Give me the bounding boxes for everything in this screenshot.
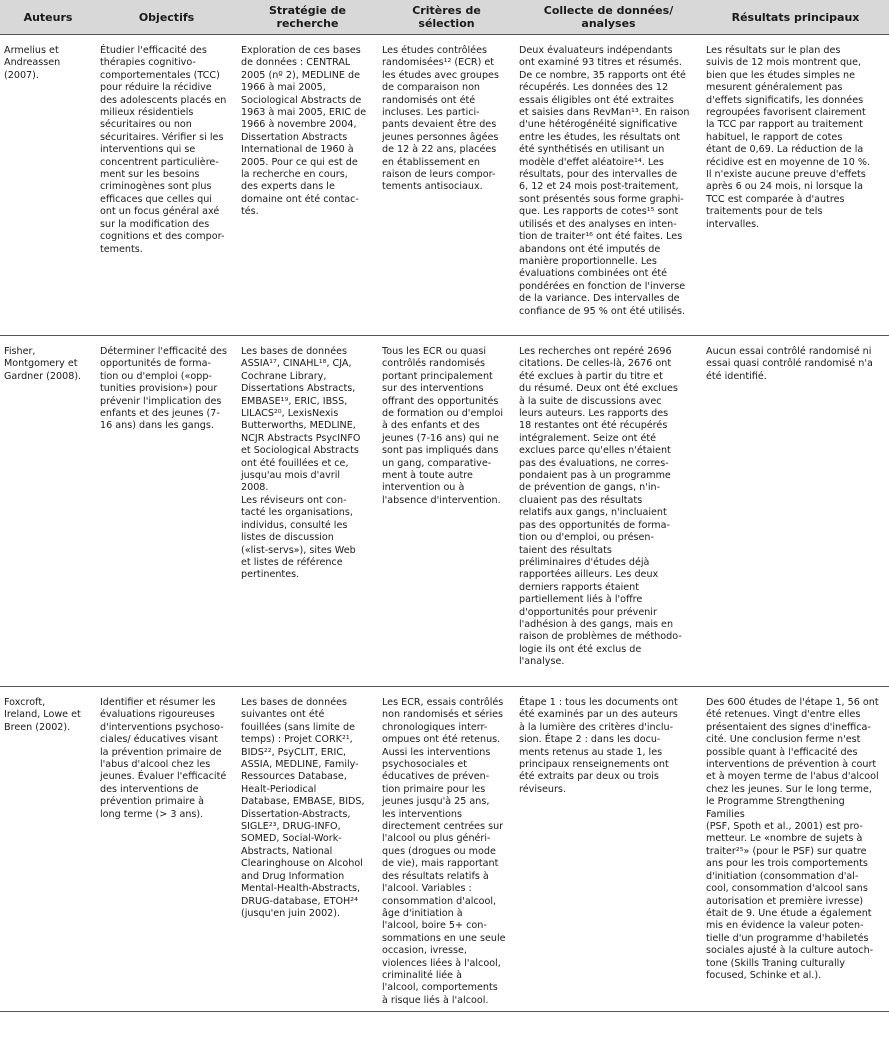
table-row bbox=[0, 336, 889, 687]
cell-text: Armelius et Andreassen (2007). bbox=[4, 45, 61, 81]
cell-text: Les bases de données ASSIA¹⁷, CINAHL¹⁸, CJA, Cochrane Library, Dissertations Abstracts, EMBASE¹⁹, ERIC, IBSS, LILACS²⁰, LexisNexis Butterworths, MEDLINE, NCJR Abstracts PsycINFO et Sociological Abstracts ont été fouillées et ce, jusqu'au mois d'avril 2008. Les réviseurs ont con- tacté les organisations, individus, consulté les listes de discussion («list-servs»), sites Web et listes de référence pertinentes. bbox=[241, 346, 361, 581]
cell-main-results bbox=[702, 35, 889, 336]
cell-text: Tous les ECR ou quasi contrôlés randomisés portant principalement sur des interventions offrant des opportunités de formation ou d'emploi à des enfants et des jeunes (7-16 ans) qui ne sont pas impliqués dans un gang, comparative- ment à toute autre intervention ou à l'absence d'intervention. bbox=[382, 346, 503, 506]
cell-data-analysis bbox=[515, 35, 702, 336]
cell-search-strategy bbox=[237, 687, 378, 1012]
cell-authors bbox=[0, 35, 96, 336]
cell-text: Aucun essai contrôlé randomisé ni essai quasi contrôlé randomisé n'a été identifié. bbox=[706, 346, 873, 382]
cell-text: Des 600 études de l'étape 1, 56 ont été retenues. Vingt d'entre elles présentaient des signes d'ineffica- cité. Une conclusion ferme n'est possible quant à l'efficacité des interventions de prévention à court et à moyen terme de l'abus d'alcool chez les jeunes. Sur le long terme, le Programme Strengthening Families (PSF, Spoth et al., 2001) est pro- metteur. Le «nombre de sujets à traiter²⁵» (pour le PSF) sur quatre ans pour les trois comportements d'initiation (consommation d'al- cool, consommation d'alcool sans autorisation et première ivresse) était de 9. Une étude a également mis en évidence la valeur poten- tielle d'un programme d'habiletés sociales ajusté à la culture autoch- tone (Skills Traning culturally focused, Schinke et al.). bbox=[706, 697, 879, 981]
header-data-analysis: Collecte de données/ analyses bbox=[515, 0, 702, 35]
cell-selection-criteria bbox=[378, 35, 515, 336]
header-row bbox=[0, 0, 889, 35]
header-selection-criteria: Critères de sélection bbox=[378, 0, 515, 35]
cell-text: Les études contrôlées randomisées¹² (ECR) et les études avec groupes de comparaison non randomisés ont été incluses. Les partici- pants devaient être des jeunes personnes âgées de 12 à 22 ans, placées en établissement en raison de leurs compor- tements antisociaux. bbox=[382, 45, 499, 193]
cell-selection-criteria bbox=[378, 687, 515, 1012]
cell-text: Deux évaluateurs indépendants ont examiné 93 titres et résumés. De ce nombre, 35 rapports ont été récupérés. Les données des 12 essais éligibles ont été extraites et saisies dans RevMan¹³. En raison d'une hétérogénéité significative entre les études, les résultats ont été synthétisés en utilisant un modèle d'effet aléatoire¹⁴. Les résultats, pour des intervalles de 6, 12 et 24 mois post-traitement, sont présentés sous forme graphi- que. Les rapports de cotes¹⁵ sont utilisés et des analyses en inten- tion de traiter¹⁶ ont été faites. Les abandons ont été imputés de manière proportionnelle. Les évaluations combinées ont été pondérées en fonction de l'inverse de la variance. Des intervalles de confiance de 95 % ont été utilisés. bbox=[519, 45, 690, 317]
cell-objectives bbox=[96, 336, 237, 687]
header-main-results: Résultats principaux bbox=[702, 0, 889, 35]
cell-text: Foxcroft, Ireland, Lowe et Breen (2002). bbox=[4, 697, 81, 733]
cell-authors bbox=[0, 687, 96, 1012]
cell-text: Les ECR, essais contrôlés non randomisés et séries chronologiques interr- ompues ont été retenus. Aussi les interventions psychosociales et éducatives de préven- tion primaire pour les jeunes jusqu'à 25 ans, les interventions directement centrées sur l'alcool ou plus généri- ques (drogues ou mode de vie), mais rapportant des résultats relatifs à l'alcool. Variables : consommation d'alcool, âge d'initiation à l'alcool, boire 5+ con- sommations en une seule occasion, ivresse, violences liées à l'alcool, criminalité liée à l'alcool, comportements à risque liés à l'alcool. bbox=[382, 697, 506, 1006]
cell-data-analysis bbox=[515, 336, 702, 687]
cell-data-analysis bbox=[515, 687, 702, 1012]
cell-text: Les bases de données suivantes ont été fouillées (sans limite de temps) : Projet CORK²¹, BIDS²², PsyCLIT, ERIC, ASSIA, MEDLINE, Family- Ressources Database, Healt-Periodical Database, EMBASE, BIDS, Dissertation-Abstracts, SIGLE²³, DRUG-INFO, SOMED, Social-Work- Abstracts, National Clearinghouse on Alcohol and Drug Information Mental-Health-Abstracts, DRUG-database, ETOH²⁴ (jusqu'en juin 2002). bbox=[241, 697, 365, 919]
cell-text: Étape 1 : tous les documents ont été examinés par un des auteurs à la lumière des critères d'inclu- sion. Étape 2 : dans les docu- ments retenus au stade 1, les principaux renseignements ont été extraits par deux ou trois réviseurs. bbox=[519, 697, 678, 795]
cell-text: Les recherches ont repéré 2696 citations. De celles-là, 2676 ont été exclues à partir du titre et du résumé. Deux ont été exclues à la suite de discussions avec leurs auteurs. Les rapports des 18 restantes ont été récupérés intégralement. Seize ont été exclues parce qu'elles n'étaient pas des évaluations, ne corres- pondaient pas à un programme de prévention de gangs, n'in- cluaient pas des résultats relatifs aux gangs, n'incluaient pas des opportunités de forma- tion ou d'emploi, ou présen- taient des résultats préliminaires d'études déjà rapportées ailleurs. Les deux derniers rapports étaient partiellement liés à l'offre d'opportunités pour prévenir l'adhésion à des gangs, mais en raison de problèmes de méthodo- logie ils ont été exclus de l'analyse. bbox=[519, 346, 682, 668]
cell-text: Les résultats sur le plan des suivis de 12 mois montrent que, bien que les études simples ne mesurent généralement pas d'effets significatifs, les données regroupées favorisent clairement la TCC par rapport au traitement habituel, le rapport de cotes étant de 0,69. La réduction de la récidive est en moyenne de 10 %. Il n'existe aucune preuve d'effets après 6 ou 24 mois, ni lorsque la TCC est comparée à d'autres traitements pour de tels intervalles. bbox=[706, 45, 871, 230]
cell-text: Déterminer l'efficacité des opportunités de forma- tion ou d'emploi («opp- tunities provision») pour prévenir l'implication des enfants et des jeunes (7- 16 ans) dans les gangs. bbox=[100, 346, 227, 432]
cell-main-results bbox=[702, 687, 889, 1012]
header-search-strategy: Stratégie de recherche bbox=[237, 0, 378, 35]
table-row bbox=[0, 35, 889, 336]
cell-text: Exploration de ces bases de données : CENTRAL 2005 (nº 2), MEDLINE de 1966 à mai 2005, Sociological Abstracts de 1963 à mai 2005, ERIC de 1966 à novembre 2004, Dissertation Abstracts International de 1960 à 2005. Pour ce qui est de la recherche en cours, des experts dans le domaine ont été contac- tés. bbox=[241, 45, 367, 218]
cell-main-results bbox=[702, 336, 889, 687]
cell-objectives bbox=[96, 35, 237, 336]
cell-objectives bbox=[96, 687, 237, 1012]
cell-search-strategy bbox=[237, 35, 378, 336]
cell-search-strategy bbox=[237, 336, 378, 687]
cell-authors bbox=[0, 336, 96, 687]
table-row bbox=[0, 687, 889, 1012]
cell-selection-criteria bbox=[378, 336, 515, 687]
cell-text: Identifier et résumer les évaluations rigoureuses d'interventions psychoso- ciales/ éducatives visant la prévention primaire de l'abus d'alcool chez les jeunes. Évaluer l'efficacité des interventions de prévention primaire à long terme (> 3 ans). bbox=[100, 697, 227, 820]
cell-text: Étudier l'efficacité des thérapies cognitivo- comportementales (TCC) pour réduire la récidive des adolescents placés en milieux résidentiels sécuritaires ou non sécuritaires. Vérifier si les interventions qui se concentrent particulière- ment sur les besoins criminogènes sont plus efficaces que celles qui ont un focus général axé sur la modification des cognitions et des compor- tements. bbox=[100, 45, 227, 255]
cell-text: Fisher, Montgomery et Gardner (2008). bbox=[4, 346, 82, 382]
header-objectives: Objectifs bbox=[96, 0, 237, 35]
header-authors: Auteurs bbox=[0, 0, 96, 35]
